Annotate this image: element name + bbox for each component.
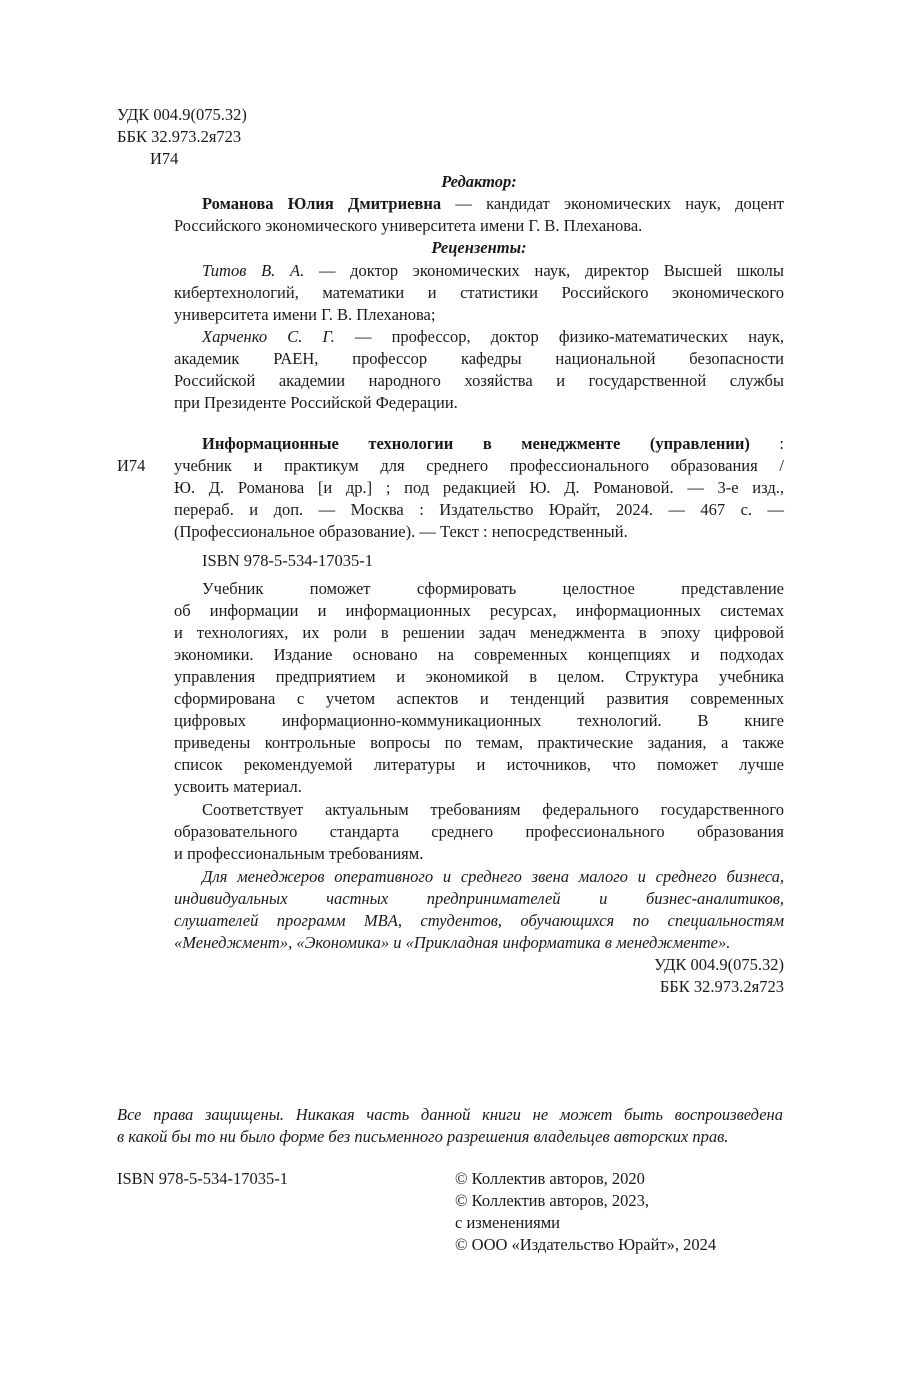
rights-line: Все права защищены. Никакая часть данной книги не может быть воспроизведена — [117, 1105, 783, 1124]
reviewer2-line-1: Харченко С. Г. — профессор, доктор физико-математических наук, — [202, 327, 784, 346]
editor-heading: Редактор: — [441, 172, 517, 191]
reviewer2-name: Харченко С. Г. — [202, 327, 335, 346]
annotation-line: об информации и информационных ресурсах, информационных системах — [174, 601, 784, 620]
annotation-line: цифровых информационно-коммуникационных технологий. В книге — [174, 711, 784, 730]
udk-code: УДК 004.9(075.32) — [117, 105, 247, 124]
copyright-line: © Коллектив авторов, 2020 — [455, 1169, 645, 1188]
audience-line: индивидуальных частных предпринимателей и бизнес-аналитиков, — [174, 889, 784, 908]
reviewer2-line-4: при Президенте Российской Федерации. — [174, 393, 458, 412]
reviewer2-line-2: академик РАЕН, профессор кафедры национальной безопасности — [174, 349, 784, 368]
rights-line: в какой бы то ни было форме без письменного разрешения владельцев авторских прав. — [117, 1127, 729, 1146]
reviewer1-name: Титов В. А. — [202, 261, 305, 280]
audience-line: «Менеджмент», «Экономика» и «Прикладная информатика в менеджменте». — [174, 933, 731, 952]
udk-code-bottom: УДК 004.9(075.32) — [654, 955, 784, 974]
reviewer1-line-1: Титов В. А. — доктор экономических наук, директор Высшей школы — [202, 261, 784, 280]
biblio-line-5: (Профессиональное образование). — Текст : непосредственный. — [174, 522, 628, 541]
annotation-line: список рекомендуемой литературы и источников, что поможет лучше — [174, 755, 784, 774]
biblio-author-mark: И74 — [117, 456, 146, 475]
biblio-title-line: Информационные технологии в менеджменте (управлении) : — [202, 434, 784, 453]
reviewer1-line-2: кибертехнологий, математики и статистики Российского экономического — [174, 283, 784, 302]
annotation-line: сформирована с учетом аспектов и тенденций развития современных — [174, 689, 784, 708]
editor-line-1: Романова Юлия Дмитриевна — кандидат экономических наук, доцент — [202, 194, 784, 213]
audience-line: Для менеджеров оперативного и среднего звена малого и среднего бизнеса, — [202, 867, 784, 886]
biblio-line-2: учебник и практикум для среднего профессионального образования / — [174, 456, 784, 475]
isbn-bottom: ISBN 978-5-534-17035-1 — [117, 1169, 288, 1188]
compliance-line: Соответствует актуальным требованиям федерального государственного — [202, 800, 784, 819]
copyright-line: © ООО «Издательство Юрайт», 2024 — [455, 1235, 717, 1254]
reviewer2-line-3: Российской академии народного хозяйства и государственной службы — [174, 371, 784, 390]
compliance-line: образовательного стандарта среднего профессионального образования — [174, 822, 784, 841]
biblio-line-4: перераб. и доп. — Москва : Издательство Юрайт, 2024. — 467 с. — — [174, 500, 784, 519]
annotation-line: и технологиях, их роли в решении задач менеджмента в эпоху цифровой — [174, 623, 784, 642]
copyright-line: с изменениями — [455, 1213, 561, 1232]
reviewers-heading: Рецензенты: — [431, 238, 527, 257]
annotation-line: Учебник поможет сформировать целостное представление — [202, 579, 784, 598]
editor-name: Романова Юлия Дмитриевна — [202, 194, 442, 213]
audience-line: слушателей программ MBA, студентов, обучающихся по специальностям — [174, 911, 784, 930]
biblio-line-3: Ю. Д. Романова [и др.] ; под редакцией Ю. Д. Романовой. — 3-е изд., — [174, 478, 784, 497]
annotation-line: приведены контрольные вопросы по темам, практические задания, а также — [174, 733, 784, 752]
book-title: Информационные технологии в менеджменте (управлении) — [202, 434, 750, 453]
reviewer1-line-3: университета имени Г. В. Плеханова; — [174, 305, 436, 324]
author-mark: И74 — [150, 149, 179, 168]
annotation-line: экономики. Издание основано на современных концепциях и подходах — [174, 645, 784, 664]
annotation-line: усвоить материал. — [174, 777, 302, 796]
biblio-isbn: ISBN 978-5-534-17035-1 — [202, 551, 373, 570]
bbk-code-bottom: ББК 32.973.2я723 — [659, 977, 784, 996]
compliance-line: и профессиональным требованиям. — [174, 844, 424, 863]
annotation-line: управления предприятием и экономикой в целом. Структура учебника — [174, 667, 784, 686]
copyright-line: © Коллектив авторов, 2023, — [455, 1191, 650, 1210]
bbk-code: ББК 32.973.2я723 — [117, 127, 242, 146]
editor-line-2: Российского экономического университета имени Г. В. Плеханова. — [174, 216, 643, 235]
